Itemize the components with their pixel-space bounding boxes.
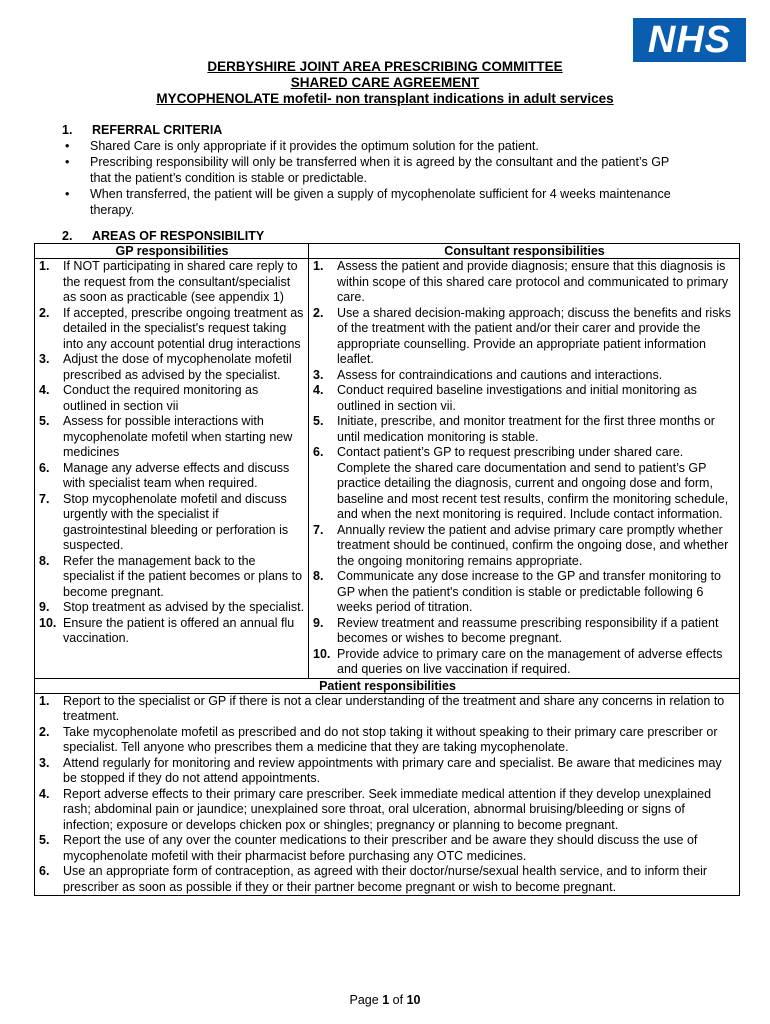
consultant-item — [313, 445, 736, 523]
gp-item — [39, 414, 305, 461]
patient-item — [39, 787, 736, 834]
committee-title: DERBYSHIRE JOINT AREA PRESCRIBING COMMITTEE — [207, 59, 563, 74]
areas-of-responsibility-heading: 2. AREAS OF RESPONSIBILITY — [62, 229, 265, 243]
item-text: Use an appropriate form of contraception, as agreed with their doctor/nurse/sexual health service, and to inform their prescriber as soon as possible if they or their partner become pregnant or wish to become pregnant. — [63, 864, 708, 894]
item-text: Assess the patient and provide diagnosis; ensure that this diagnosis is within scope of this shared care protocol and communicated to primary care. — [337, 259, 729, 304]
consultant-list — [313, 259, 736, 678]
gp-item — [39, 383, 305, 414]
gp-item — [39, 600, 305, 616]
item-text: Communicate any dose increase to the GP and transfer monitoring to GP when the patient's condition is stable or predictable following 6 weeks period of titration. — [337, 569, 722, 614]
consultant-item — [313, 306, 736, 368]
item-number: 4. — [313, 383, 324, 397]
patient-item — [39, 694, 736, 725]
item-text: Assess for contraindications and cautions and interactions. — [337, 367, 663, 382]
consultant-heading: Consultant responsibilities — [309, 244, 740, 259]
item-text: If NOT participating in shared care reply to the request from the consultant/specialist as soon as practicable (see appendix 1) — [63, 259, 298, 304]
agreement-title: SHARED CARE AGREEMENT — [290, 75, 480, 90]
gp-item — [39, 259, 305, 306]
item-number: 3. — [313, 367, 324, 382]
item-number: 5. — [313, 414, 324, 428]
item-number: 7. — [39, 491, 50, 506]
item-text: Stop treatment as advised by the specialist. — [63, 600, 305, 614]
item-number: 8. — [313, 569, 324, 583]
item-number: 9. — [313, 615, 324, 630]
item-number: 2. — [39, 305, 50, 320]
item-text: Contact patient’s GP to request prescribing under shared care. Complete the shared care documentation and send to patient’s GP practice detailing the diagnosis, current and ongoing dose and form, baseline and most recent test results, confirm the monitoring schedule, and when the next monitoring is required. Include contact information. — [337, 445, 729, 521]
patient-item — [39, 833, 736, 864]
item-number: 7. — [313, 522, 324, 537]
item-number: 5. — [39, 833, 50, 847]
item-number: 1. — [313, 259, 324, 273]
item-number: 4. — [39, 383, 50, 397]
gp-item — [39, 554, 305, 601]
patient-list — [39, 694, 736, 896]
gp-list — [39, 259, 305, 647]
drug-title: MYCOPHENOLATE mofetil- non transplant indications in adult services — [156, 91, 614, 106]
item-number: 6. — [313, 445, 324, 459]
patient-cell — [35, 693, 740, 896]
consultant-item — [313, 414, 736, 445]
item-number: 8. — [39, 553, 50, 568]
item-number: 10. — [313, 646, 331, 661]
consultant-item — [313, 523, 736, 570]
nhs-logo: NHS — [633, 18, 746, 62]
item-text: Initiate, prescribe, and monitor treatment for the first three months or until medication monitoring is stable. — [337, 414, 715, 444]
gp-cell — [35, 259, 309, 679]
item-text: Take mycophenolate mofetil as prescribed and do not stop taking it without speaking to their primary care prescriber or specialist. Tell anyone who prescribes them a medicine that they are taking mycophenolate. — [63, 724, 718, 754]
item-text: Attend regularly for monitoring and review appointments with primary care and specialist. Be aware that medicines may be stopped if they do not attend appointments. — [63, 755, 722, 785]
item-text: Adjust the dose of mycophenolate mofetil prescribed as advised by the specialist. — [63, 352, 292, 382]
item-text: Annually review the patient and advise primary care promptly whether treatment should be continued, confirm the ongoing dose, and whether the ongoing monitoring remains appropriate. — [337, 522, 729, 568]
referral-bullets — [0, 138, 690, 218]
item-text: Report to the specialist or GP if there is not a clear understanding of the treatment and share any concerns in relation to treatment. — [63, 693, 725, 723]
item-number: 1. — [39, 259, 50, 273]
item-text: Ensure the patient is offered an annual flu vaccination. — [63, 615, 295, 645]
consultant-item — [313, 569, 736, 616]
item-number: 9. — [39, 600, 50, 614]
patient-heading: Patient responsibilities — [35, 678, 740, 693]
bullet-item: • When transferred, the patient will be given a supply of mycophenolate sufficient for 4 weeks maintenance therapy. — [90, 186, 690, 218]
item-number: 6. — [39, 864, 50, 878]
item-number: 4. — [39, 786, 50, 801]
gp-item — [39, 492, 305, 554]
item-text: Conduct the required monitoring as outlined in section vii — [63, 383, 259, 413]
item-number: 3. — [39, 755, 50, 770]
item-text: Report adverse effects to their primary care prescriber. Seek immediate medical attention if they develop unexplained rash; abdominal pain or jaundice; unexplained sore throat, oral ulceration, abnormal bruising/bleeding or signs of infection; exposure or develops chicken pox or shingles; pregnancy or planning to become pregnant. — [63, 786, 712, 832]
document-title — [0, 59, 770, 107]
item-text: Review treatment and reassume prescribing responsibility if a patient becomes or wishes to become pregnant. — [337, 615, 719, 645]
item-text: Conduct required baseline investigations and initial monitoring as outlined in section vii. — [337, 383, 697, 413]
item-number: 2. — [313, 305, 324, 320]
consultant-item — [313, 259, 736, 306]
item-text: Use a shared decision-making approach; discuss the benefits and risks of the treatment with the patient and/or their carer and provide the appropriate counselling. Provide an appropriate patient information leaflet. — [337, 305, 731, 366]
item-text: Report the use of any over the counter medications to their prescriber and be aware they should discuss the use of mycophenolate mofetil with their pharmacist before purchasing any OTC medicines. — [63, 833, 698, 863]
consultant-item — [313, 368, 736, 384]
gp-heading: GP responsibilities — [35, 244, 309, 259]
item-number: 5. — [39, 414, 50, 428]
page-footer: Page 1 of 10 — [349, 993, 421, 1007]
item-text: Manage any adverse effects and discuss with specialist team when required. — [63, 460, 290, 490]
patient-item — [39, 725, 736, 756]
item-number: 3. — [39, 352, 50, 366]
item-text: Stop mycophenolate mofetil and discuss urgently with the specialist if gastrointestinal bleeding or perforation is suspected. — [63, 491, 289, 552]
gp-item — [39, 616, 305, 647]
responsibility-table — [34, 243, 740, 896]
bullet-item: • Shared Care is only appropriate if it provides the optimum solution for the patient. — [90, 138, 690, 154]
patient-item — [39, 756, 736, 787]
item-text: Refer the management back to the specialist if the patient becomes or plans to become pregnant. — [63, 553, 303, 599]
item-number: 10. — [39, 615, 57, 630]
bullet-item: • Prescribing responsibility will only be transferred when it is agreed by the consultant and the patient’s GP that the patient’s condition is stable or predictable. — [90, 154, 690, 186]
item-number: 2. — [39, 724, 50, 739]
item-number: 6. — [39, 460, 50, 475]
section-heading: 1. REFERRAL CRITERIA — [62, 123, 223, 137]
consultant-item — [313, 616, 736, 647]
patient-item — [39, 864, 736, 895]
item-text: Provide advice to primary care on the management of adverse effects and queries on live vaccination if required. — [337, 646, 723, 676]
consultant-item — [313, 383, 736, 414]
item-text: If accepted, prescribe ongoing treatment as detailed in the specialist's request taking into any account potential drug interactions — [63, 305, 304, 351]
gp-item — [39, 352, 305, 383]
consultant-item — [313, 647, 736, 678]
referral-criteria-section — [0, 122, 770, 218]
item-text: Assess for possible interactions with mycophenolate mofetil when starting new medicines — [63, 414, 293, 459]
item-number: 1. — [39, 693, 50, 708]
gp-item — [39, 461, 305, 492]
consultant-cell — [309, 259, 740, 679]
gp-item — [39, 306, 305, 353]
